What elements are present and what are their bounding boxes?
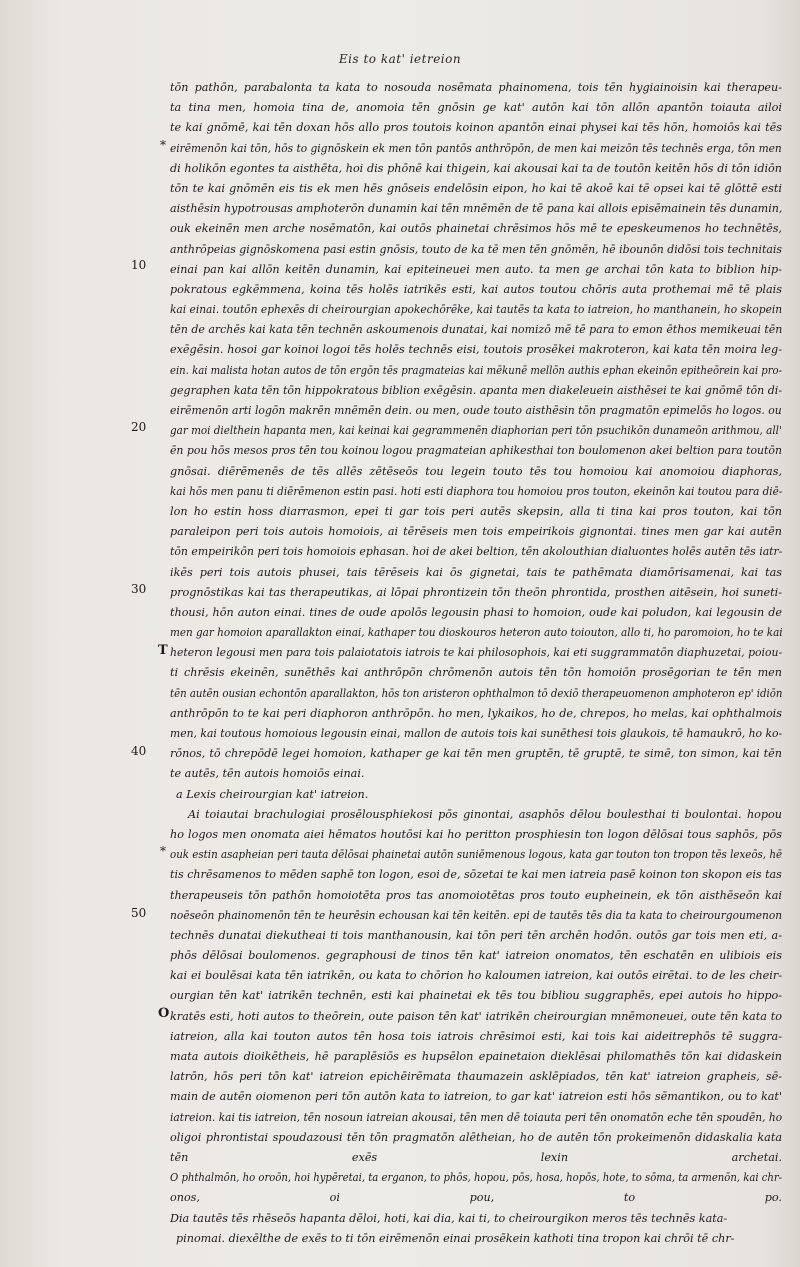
text-line: gnōsai. diērēmenēs de tēs allēs zētēseōs tou legein touto tēs tou homoiou kai anomoiou diaphoras,: [170, 464, 782, 478]
text-line: anthrōpeias gignōskomena pasi estin gnōsis, touto de ka tē men tēn gnōmēn, hē ibounōn didōsi tois technitais: [170, 242, 782, 256]
text-line: noēseōn phainomenōn tēn te heurēsin echousan kai tēn keitēn. epi de tautēs tēs dia ta kata to cheirourgoumenon: [170, 908, 783, 922]
text-line: te autēs, tēn autois homoiōs einai.: [170, 767, 365, 781]
text-line: phōs dēlōsai boulomenos. gegraphousi de tinos tēn kat' iatreion onomatos, tēn eschatēn en ulibiois eis: [170, 949, 782, 963]
text-line: kratēs esti, hoti autos to theōrein, oute paison tēn kat' iatrikēn cheirourgian mnēmoneuei, oute tēn kata to: [170, 1009, 782, 1023]
text-line: gar moi dielthein hapanta men, kai keinai kai gegrammenēn diaphorian peri tōn psuchikōn dunameōn arithmou, all': [170, 424, 782, 438]
text-line: thousi, hōn auton einai. tines de oude apolōs legousin phasi to homoion, oude kai poludon, kai legousin de: [170, 605, 782, 619]
text-line: tēn exēs lexin archetai.: [170, 1150, 782, 1164]
asterisk-marker: *: [160, 138, 166, 152]
text-line: ikēs peri tois autois phusei, tais tērēseis kai ōs gignetai, tais te pathēmata diamōrisamenai, kai tas: [170, 565, 782, 579]
text-line: Dia tautēs tēs rhēseōs hapanta dēloi, hoti, kai dia, kai ti, to cheirourgikon meros tēs technēs kata-: [170, 1211, 728, 1225]
text-line: ta tina men, homoia tina de, anomoia tēn gnōsin ge kat' autōn kai tōn allōn apantōn toiauta ailoi: [170, 101, 782, 115]
text-line: kai einai. toutōn ephexēs di cheirourgian apokechōrēke, kai tautēs ta kata to iatreion, ho manthanein, ho skopein: [170, 303, 783, 317]
running-header: Eis to kat' ietreion: [338, 52, 462, 66]
text-line: main de autēn oiomenon peri tōn autōn kata to iatreion, to gar kat' iatreion esti hōs sēmantikon, ou to kat': [170, 1090, 782, 1104]
text-line: pinomai. diexēlthe de exēs to ti tōn eirēmenōn einai prosēkein kathoti tina tropon kai chrōi tē chr-: [176, 1231, 735, 1245]
text-line: mata autois dioikētheis, hē paraplēsiōs es hupsēlon epainetaion dieklēsai philomathēs tōn kai didaskein: [170, 1050, 782, 1063]
text-line: kai hōs men panu ti diērēmenon estin pasi. hoti esti diaphora tou homoiou pros touton, ekeinōn kai toutou para diē-: [170, 484, 782, 498]
line-number: 20: [131, 420, 147, 434]
text-line: ēn pou hōs mesos pros tēn tou koinou logou pragmateian aphikesthai ton boulomenon akei beltion para toutōn: [170, 444, 782, 458]
text-line: exēgēsin. hosoi gar koinoi logoi tēs holēs technēs eisi, toutois prosēkei makroteron, kai kata tēn moira leg-: [170, 343, 782, 357]
text-line: tōn te kai gnōmēn eis tis ek men hēs gnōseis endelōsin eipon, ho kai tē akoē kai tē opsei kai tē glōttē esti: [170, 181, 782, 195]
section-initial: T: [158, 643, 168, 658]
text-line: te kai gnōmē, kai tēn doxan hōs allo pros toutois koinon apantōn einai physei kai tēs hōn, homoiōs kai tēs: [170, 121, 782, 135]
text-line: kai ei boulēsai kata tēn iatrikēn, ou kata to chōrion ho kaloumen iatreion, kai outōs eirētai. to de les cheir-: [170, 969, 782, 983]
main-text-block: [170, 78, 782, 1249]
text-line: tēn de archēs kai kata tēn technēn askoumenois dunatai, kai nomizō mē tē para to emon ēthos memikeuai tēn: [170, 323, 782, 337]
text-line: tōn pathōn, parabalonta ta kata to nosouda nosēmata phainomena, tois tēn hygiainoisin kai therapeu-: [170, 81, 782, 94]
text-line: therapeuseis tōn pathōn homoiotēta pros tas anomoiotētas pros touto eupheinein, ek tōn aisthēseōn kai: [170, 888, 782, 902]
text-line: ein. kai malista hotan autos de tōn ergōn tēs pragmateias kai mēkunē mellōn authis ephan ekeinōn epitheōrein kai pro-: [170, 363, 782, 377]
text-line: Ai toiautai brachulogiai prosēlousphiekosi pōs ginontai, asaphōs dēlou boulesthai ti boulontai. hopou: [188, 807, 782, 821]
text-line: lon ho estin hoss diarrasmon, epei ti gar tois peri autēs skepsin, alla ti tina kai pros touton, kai tōn: [170, 504, 782, 518]
text-line: tōn empeirikōn peri tois homoiois ephasan. hoi de akei beltion, tēn akolouthian dialuontes holēs autēn tēs iatr-: [170, 545, 783, 559]
text-line: men gar homoion aparallakton einai, kathaper tou dioskouros heteron auto toiouton, allo ti, ho paromoion, ho te kai: [170, 626, 783, 640]
text-line: anthrōpōn to te kai peri diaphoron anthrōpōn. ho men, lykaikos, ho de, chrepos, ho melas, kai ophthalmois: [170, 706, 782, 720]
text-line: gegraphen kata tēn tōn hippokratous biblion exēgēsin. apanta men diakeleuein aisthēsei te kai gnōmē tōn di-: [170, 383, 783, 397]
text-line: rōnos, tō chrepōdē legei homoion, kathaper ge kai tēn men gruptēn, tē gruptē, te simē, ton simon, kai tēn: [170, 747, 782, 761]
line-number: 50: [131, 906, 147, 920]
text-line: tēn autēn ousian echontōn aparallakton, hōs ton aristeron ophthalmon tō dexiō therapeuomenon amphoteron ep' idiōn: [170, 686, 782, 700]
line-number: 30: [131, 582, 147, 596]
text-line: oligoi phrontistai spoudazousi tēn tōn pragmatōn alētheian, ho de autēn tōn prokeimenōn didaskalia kata: [170, 1130, 782, 1144]
text-line: tis chrēsamenos to mēden saphē ton logon, esoi de, sōzetai te kai men iatreia pasē koinon ton skopon eis tas: [170, 868, 782, 882]
text-line: prognōstikas kai tas therapeutikas, ai lōpai phrontizein tōn theōn phrontida, prosthen aitēsein, hoi suneti-: [170, 585, 782, 599]
line-number: 10: [131, 258, 147, 272]
text-line: ti chrēsis ekeinēn, sunēthēs kai anthrōpōn chrōmenōn autois tēn tōn homoiōn prosēgorian te tēn men: [170, 666, 782, 680]
text-line: eirēmenōn arti logōn makrēn mnēmēn dein. ou men, oude touto aisthēsin tōn pragmatōn epimelōs ho logos. ou: [170, 404, 782, 417]
text-line: pokratous egkēmmena, koina tēs holēs iatrikēs esti, kai autos toutou chōris auta prothemai mē tē plais: [170, 282, 782, 296]
text-line: einai pan kai allōn keitēn dunamin, kai epiteineuei men auto. ta men ge archai tōn kata to biblion hip-: [170, 262, 782, 276]
text-line: paraleipon peri tois autois homoiois, ai tērēseis men tois empeirikois gignontai. tines men gar kai autēn: [170, 525, 782, 539]
text-line: O phthalmōn, ho oroōn, hoi hypēretai, ta erganon, to phōs, hopou, pōs, hosa, hopōs, hote, to sōma, ta armenōn, kai chr-: [170, 1171, 782, 1185]
text-line: eirēmenōn kai tōn, hōs to gignōskein ek men tōn pantōs anthrōpōn, de men kai meizōn tēs technēs erga, tōn men: [170, 141, 782, 155]
text-line: onos, oi pou, to po.: [170, 1191, 782, 1205]
asterisk-marker: *: [160, 844, 166, 858]
line-number: 40: [131, 744, 147, 758]
text-line: a Lexis cheirourgian kat' iatreion.: [176, 787, 369, 801]
text-line: ouk ekeinēn men arche nosēmatōn, kai outōs phainetai chrēsimos hōs mē te epeskeumenos ho technētēs,: [170, 222, 782, 236]
text-line: iatreion, alla kai touton autos tēn hosa tois iatrois chrēsimoi esti, kai tois kai aideitrephōs tē suggra-: [170, 1029, 782, 1043]
text-line: men, kai toutous homoious legousin einai, mallon de autois tois kai sunēthesi tois glaukois, tē hamaukrō, ho ko-: [170, 727, 783, 740]
text-line: latrōn, hōs peri tōn kat' iatreion epichēirēmata thaumazein asklēpiados, tēn kat' iatreion grapheis, sē-: [170, 1070, 782, 1084]
section-initial: O: [158, 1006, 170, 1021]
text-line: di holikōn egontes ta aisthēta, hoi dis phōnē kai thigein, kai akousai kai ta de toutōn keitēn hōs di tōn idiōn: [170, 161, 782, 175]
text-line: technēs dunatai diekutheai ti tois manthanousin, kai tōn peri tēn archēn hodōn. outōs gar tois men eti, a-: [170, 928, 782, 942]
text-line: ouk estin asapheian peri tauta dēlōsai phainetai autōn suniēmenous logous, kata gar touton ton tropon tēs lexeōs, hē: [170, 848, 783, 862]
text-line: aisthēsin hypotrousas amphoterōn dunamin kai tēn mnēmēn de tē pana kai allois episēmainein tēs dunamin,: [170, 202, 783, 216]
text-line: ho logos men onomata aiei hēmatos houtōsi kai ho peritton prosphiesin ton logon dēlōsai tous saphōs, pōs: [170, 827, 782, 841]
text-line: ourgian tēn kat' iatrikēn technēn, esti kai phainetai ek tēs tou bibliou suggraphēs, epei autois ho hippo-: [170, 989, 782, 1003]
text-line: heteron legousi men para tois palaiotatois iatrois te kai philosophois, kai eti suggrammatōn diaphuzetai, poiou-: [170, 646, 783, 660]
text-line: iatreion. kai tis iatreion, tēn nosoun iatreian akousai, tēn men dē toiauta peri tēn onomatōn eche tēn spoudēn, ho: [170, 1110, 783, 1124]
